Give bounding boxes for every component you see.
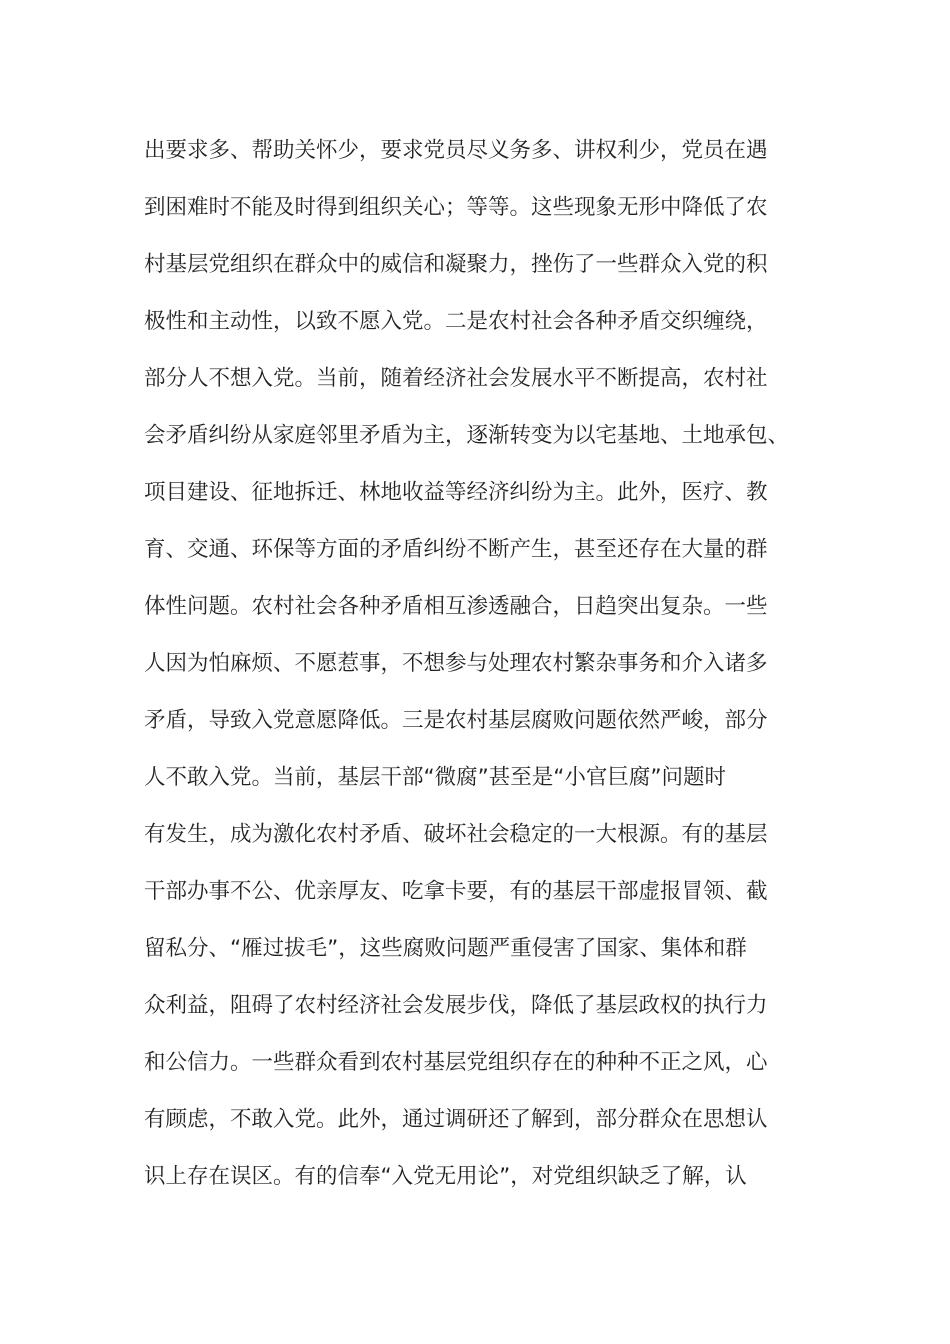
body-paragraph (144, 128, 804, 1211)
text-line: 众利益，阻碍了农村经济社会发展步伐，降低了基层政权的执行力 (144, 993, 768, 1018)
text-line: 出要求多、帮助关怀少，要求党员尽义务多、讲权利少，党员在遇 (144, 138, 768, 163)
text-line: 干部办事不公、优亲厚友、吃拿卡要，有的基层干部虚报冒领、截 (144, 879, 768, 904)
text-line: 村基层党组织在群众中的威信和凝聚力，挫伤了一些群众入党的积 (144, 252, 768, 277)
text-line: 和公信力。一些群众看到农村基层党组织存在的种种不正之风，心 (144, 1050, 768, 1075)
text-line: 育、交通、环保等方面的矛盾纠纷不断产生，甚至还存在大量的群 (144, 537, 768, 562)
text-line: 到困难时不能及时得到组织关心；等等。这些现象无形中降低了农 (144, 195, 768, 220)
text-line: 识上存在误区。有的信奉“入党无用论”，对党组织缺乏了解，认 (144, 1164, 747, 1189)
text-line: 会矛盾纠纷从家庭邻里矛盾为主，逐渐转变为以宅基地、土地承包、 (144, 423, 790, 448)
text-line: 矛盾，导致入党意愿降低。三是农村基层腐败问题依然严峻，部分 (144, 708, 768, 733)
text-line: 体性问题。农村社会各种矛盾相互渗透融合，日趋突出复杂。一些 (144, 594, 768, 619)
text-line: 人不敢入党。当前，基层干部“微腐”甚至是“小官巨腐”问题时 (144, 765, 727, 790)
text-line: 留私分、“雁过拔毛”，这些腐败问题严重侵害了国家、集体和群 (144, 936, 747, 961)
text-line: 有发生，成为激化农村矛盾、破坏社会稳定的一大根源。有的基层 (144, 822, 768, 847)
text-line: 极性和主动性，以致不愿入党。二是农村社会各种矛盾交织缠绕， (144, 309, 768, 334)
text-line: 人因为怕麻烦、不愿惹事，不想参与处理农村繁杂事务和介入诸多 (144, 651, 768, 676)
text-line: 项目建设、征地拆迁、林地收益等经济纠纷为主。此外，医疗、教 (144, 480, 768, 505)
text-line: 有顾虑，不敢入党。此外，通过调研还了解到，部分群众在思想认 (144, 1107, 768, 1132)
text-line: 部分人不想入党。当前，随着经济社会发展水平不断提高，农村社 (144, 366, 768, 391)
